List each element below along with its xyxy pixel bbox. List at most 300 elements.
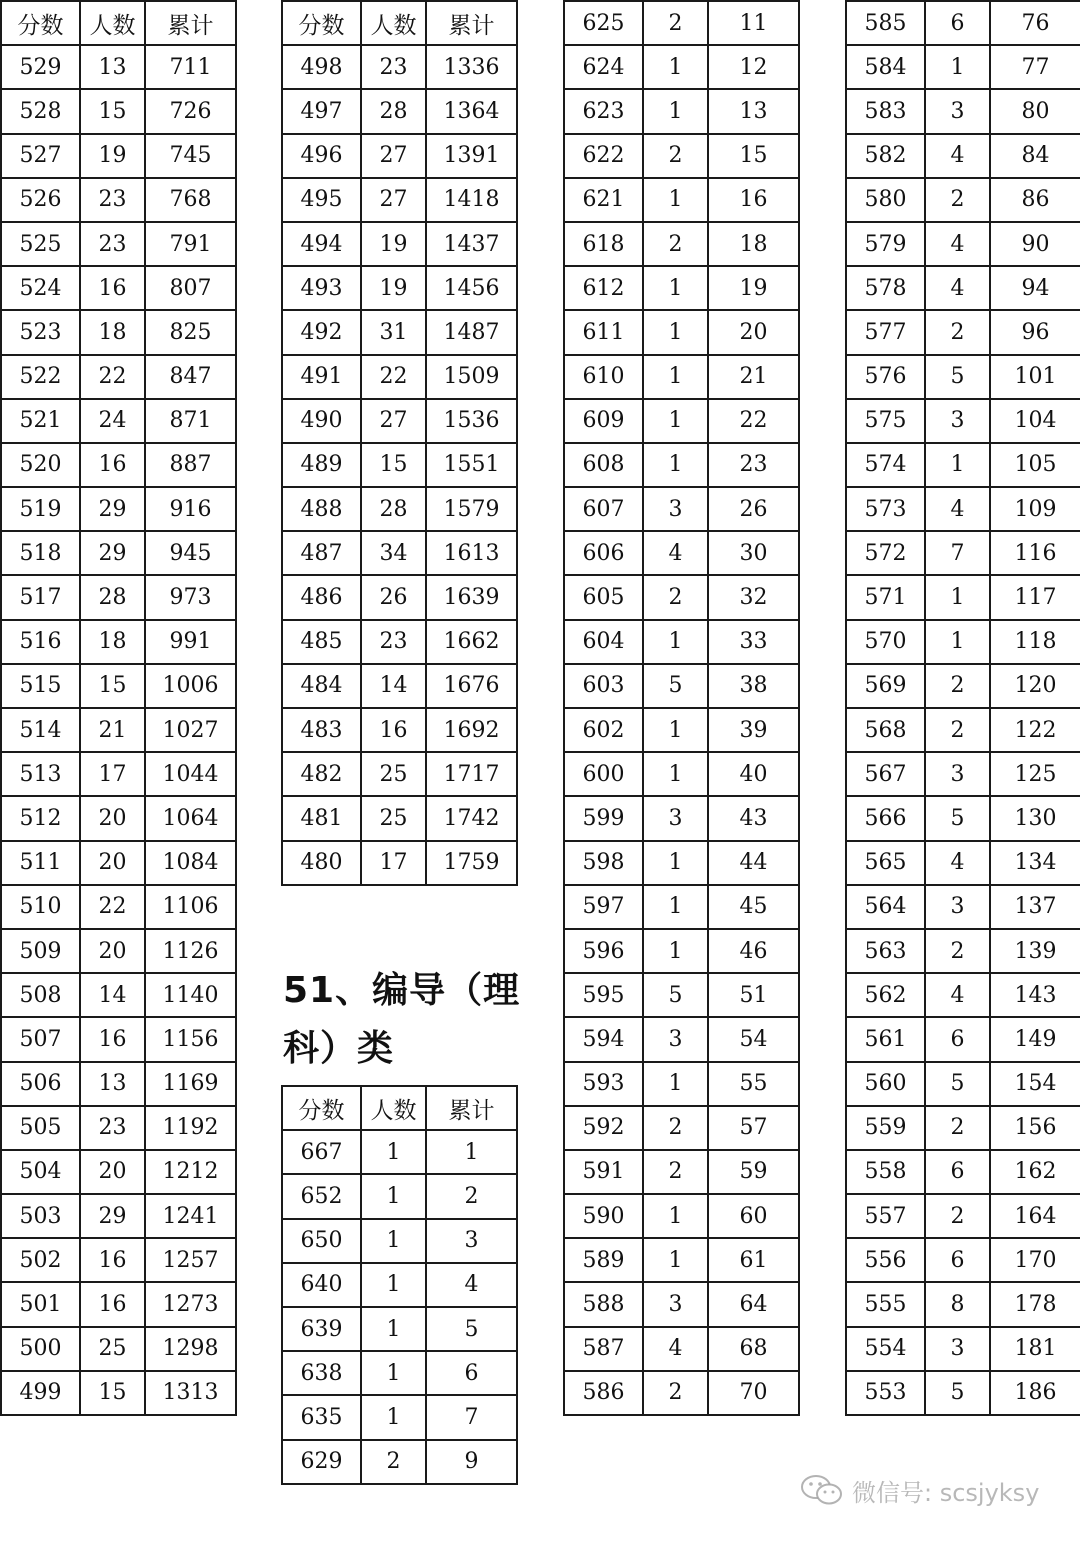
count-cell: 17 — [80, 752, 145, 796]
count-cell: 4 — [925, 973, 990, 1017]
score-cell: 595 — [564, 973, 643, 1017]
table-row — [564, 1371, 799, 1415]
count-cell: 2 — [925, 1194, 990, 1238]
count-cell: 7 — [925, 531, 990, 575]
cumulative-cell: 125 — [990, 752, 1080, 796]
score-cell: 512 — [1, 796, 80, 840]
cumulative-cell: 19 — [708, 266, 799, 310]
cumulative-cell: 916 — [145, 487, 236, 531]
cumulative-cell: 109 — [990, 487, 1080, 531]
column-header: 分数 — [1, 1, 80, 45]
cumulative-cell: 118 — [990, 620, 1080, 664]
count-cell: 17 — [361, 841, 426, 885]
score-cell: 609 — [564, 399, 643, 443]
count-cell: 2 — [361, 1440, 426, 1484]
table-row — [846, 531, 1080, 575]
score-cell: 588 — [564, 1282, 643, 1326]
table-row — [282, 1351, 517, 1395]
score-cell: 516 — [1, 620, 80, 664]
count-cell: 2 — [643, 1371, 708, 1415]
score-cell: 566 — [846, 796, 925, 840]
score-cell: 501 — [1, 1282, 80, 1326]
count-cell: 24 — [80, 399, 145, 443]
cumulative-cell: 96 — [990, 310, 1080, 354]
count-cell: 1 — [643, 355, 708, 399]
count-cell: 18 — [80, 310, 145, 354]
table-row — [564, 1194, 799, 1238]
cumulative-cell: 1579 — [426, 487, 517, 531]
cumulative-cell: 1456 — [426, 266, 517, 310]
score-cell: 583 — [846, 89, 925, 133]
count-cell: 2 — [925, 310, 990, 354]
table-row — [846, 89, 1080, 133]
watermark-text: 微信号: scsjyksy — [852, 1478, 1040, 1507]
table-row — [1, 664, 236, 708]
count-cell: 1 — [361, 1174, 426, 1218]
cumulative-cell: 44 — [708, 841, 799, 885]
score-cell: 515 — [1, 664, 80, 708]
table-row — [564, 355, 799, 399]
table-row — [564, 266, 799, 310]
table-row — [282, 620, 517, 664]
cumulative-cell: 9 — [426, 1440, 517, 1484]
cumulative-cell: 6 — [426, 1351, 517, 1395]
table-row — [564, 1150, 799, 1194]
score-cell: 554 — [846, 1327, 925, 1371]
cumulative-cell: 68 — [708, 1327, 799, 1371]
table-row — [564, 841, 799, 885]
score-cell: 526 — [1, 178, 80, 222]
column-header: 累计 — [145, 1, 236, 45]
cumulative-cell: 40 — [708, 752, 799, 796]
cumulative-cell: 86 — [990, 178, 1080, 222]
count-cell: 2 — [643, 1, 708, 45]
count-cell: 1 — [925, 620, 990, 664]
cumulative-cell: 1044 — [145, 752, 236, 796]
count-cell: 2 — [925, 708, 990, 752]
count-cell: 2 — [925, 664, 990, 708]
table-row — [1, 575, 236, 619]
score-cell: 489 — [282, 443, 361, 487]
score-cell: 555 — [846, 1282, 925, 1326]
count-cell: 1 — [643, 89, 708, 133]
table-row — [564, 1282, 799, 1326]
score-cell: 480 — [282, 841, 361, 885]
score-table-4 — [563, 0, 800, 1416]
table-header-row — [282, 1086, 517, 1130]
cumulative-cell: 51 — [708, 973, 799, 1017]
table-row — [282, 1130, 517, 1174]
count-cell: 5 — [925, 796, 990, 840]
count-cell: 34 — [361, 531, 426, 575]
score-cell: 589 — [564, 1238, 643, 1282]
cumulative-cell: 847 — [145, 355, 236, 399]
table-row — [282, 531, 517, 575]
cumulative-cell: 156 — [990, 1106, 1080, 1150]
cumulative-cell: 12 — [708, 45, 799, 89]
count-cell: 14 — [361, 664, 426, 708]
count-cell: 1 — [925, 443, 990, 487]
table-row — [846, 1, 1080, 45]
score-cell: 505 — [1, 1106, 80, 1150]
count-cell: 19 — [80, 134, 145, 178]
score-cell: 528 — [1, 89, 80, 133]
cumulative-cell: 1027 — [145, 708, 236, 752]
count-cell: 14 — [80, 973, 145, 1017]
score-cell: 486 — [282, 575, 361, 619]
count-cell: 25 — [361, 752, 426, 796]
table-row — [564, 796, 799, 840]
table-row — [282, 355, 517, 399]
cumulative-cell: 1487 — [426, 310, 517, 354]
table-row — [282, 752, 517, 796]
count-cell: 5 — [643, 664, 708, 708]
score-cell: 483 — [282, 708, 361, 752]
cumulative-cell: 76 — [990, 1, 1080, 45]
count-cell: 20 — [80, 1150, 145, 1194]
count-cell: 3 — [925, 89, 990, 133]
table-row — [282, 1263, 517, 1307]
score-cell: 650 — [282, 1219, 361, 1263]
cumulative-cell: 23 — [708, 443, 799, 487]
score-cell: 618 — [564, 222, 643, 266]
cumulative-cell: 1391 — [426, 134, 517, 178]
table-row — [282, 664, 517, 708]
count-cell: 1 — [643, 310, 708, 354]
cumulative-cell: 101 — [990, 355, 1080, 399]
count-cell: 4 — [925, 487, 990, 531]
table-row — [1, 1282, 236, 1326]
cumulative-cell: 1298 — [145, 1327, 236, 1371]
column-header: 分数 — [282, 1, 361, 45]
score-cell: 569 — [846, 664, 925, 708]
table-row — [846, 752, 1080, 796]
score-cell: 553 — [846, 1371, 925, 1415]
count-cell: 2 — [643, 222, 708, 266]
score-cell: 576 — [846, 355, 925, 399]
table-row — [846, 1062, 1080, 1106]
score-cell: 599 — [564, 796, 643, 840]
count-cell: 27 — [361, 399, 426, 443]
cumulative-cell: 181 — [990, 1327, 1080, 1371]
table-row — [564, 487, 799, 531]
score-cell: 492 — [282, 310, 361, 354]
count-cell: 15 — [361, 443, 426, 487]
column-header: 人数 — [80, 1, 145, 45]
count-cell: 5 — [925, 1371, 990, 1415]
count-cell: 29 — [80, 487, 145, 531]
cumulative-cell: 1536 — [426, 399, 517, 443]
score-table-2 — [281, 0, 518, 886]
score-cell: 491 — [282, 355, 361, 399]
cumulative-cell: 1418 — [426, 178, 517, 222]
cumulative-cell: 11 — [708, 1, 799, 45]
count-cell: 28 — [361, 487, 426, 531]
cumulative-cell: 1169 — [145, 1062, 236, 1106]
table-row — [564, 443, 799, 487]
table-row — [846, 973, 1080, 1017]
cumulative-cell: 137 — [990, 885, 1080, 929]
score-cell: 606 — [564, 531, 643, 575]
table-row — [1, 89, 236, 133]
count-cell: 16 — [361, 708, 426, 752]
count-cell: 1 — [643, 885, 708, 929]
score-cell: 582 — [846, 134, 925, 178]
cumulative-cell: 16 — [708, 178, 799, 222]
score-cell: 563 — [846, 929, 925, 973]
cumulative-cell: 1273 — [145, 1282, 236, 1326]
count-cell: 2 — [925, 1106, 990, 1150]
score-cell: 622 — [564, 134, 643, 178]
cumulative-cell: 18 — [708, 222, 799, 266]
table-row — [846, 355, 1080, 399]
score-cell: 519 — [1, 487, 80, 531]
table-row — [564, 708, 799, 752]
count-cell: 5 — [925, 355, 990, 399]
score-cell: 521 — [1, 399, 80, 443]
table-row — [282, 708, 517, 752]
table-row — [1, 752, 236, 796]
cumulative-cell: 1192 — [145, 1106, 236, 1150]
table-header-row — [1, 1, 236, 45]
count-cell: 2 — [643, 575, 708, 619]
count-cell: 1 — [643, 1062, 708, 1106]
count-cell: 3 — [925, 752, 990, 796]
score-cell: 495 — [282, 178, 361, 222]
table-row — [846, 1371, 1080, 1415]
count-cell: 19 — [361, 222, 426, 266]
table-row — [846, 45, 1080, 89]
count-cell: 28 — [361, 89, 426, 133]
score-table-1 — [0, 0, 237, 1416]
cumulative-cell: 77 — [990, 45, 1080, 89]
cumulative-cell: 57 — [708, 1106, 799, 1150]
table-row — [564, 1327, 799, 1371]
cumulative-cell: 1084 — [145, 841, 236, 885]
table-row — [1, 1327, 236, 1371]
cumulative-cell: 1064 — [145, 796, 236, 840]
count-cell: 31 — [361, 310, 426, 354]
cumulative-cell: 20 — [708, 310, 799, 354]
table-row — [564, 399, 799, 443]
cumulative-cell: 7 — [426, 1395, 517, 1439]
cumulative-cell: 1140 — [145, 973, 236, 1017]
score-cell: 623 — [564, 89, 643, 133]
count-cell: 3 — [925, 399, 990, 443]
cumulative-cell: 1551 — [426, 443, 517, 487]
cumulative-cell: 5 — [426, 1307, 517, 1351]
cumulative-cell: 1742 — [426, 796, 517, 840]
score-cell: 509 — [1, 929, 80, 973]
cumulative-cell: 178 — [990, 1282, 1080, 1326]
cumulative-cell: 105 — [990, 443, 1080, 487]
table-row — [846, 222, 1080, 266]
count-cell: 16 — [80, 266, 145, 310]
score-cell: 525 — [1, 222, 80, 266]
watermark — [800, 1470, 1039, 1510]
table-row — [846, 708, 1080, 752]
table-row — [564, 620, 799, 664]
count-cell: 22 — [361, 355, 426, 399]
score-cell: 562 — [846, 973, 925, 1017]
count-cell: 3 — [643, 487, 708, 531]
column-header: 累计 — [426, 1, 517, 45]
score-cell: 579 — [846, 222, 925, 266]
score-cell: 590 — [564, 1194, 643, 1238]
cumulative-cell: 1613 — [426, 531, 517, 575]
cumulative-cell: 22 — [708, 399, 799, 443]
table-row — [846, 620, 1080, 664]
count-cell: 22 — [80, 355, 145, 399]
cumulative-cell: 711 — [145, 45, 236, 89]
count-cell: 16 — [80, 1238, 145, 1282]
score-cell: 593 — [564, 1062, 643, 1106]
table-row — [282, 178, 517, 222]
cumulative-cell: 45 — [708, 885, 799, 929]
count-cell: 3 — [925, 1327, 990, 1371]
table-row — [846, 1282, 1080, 1326]
count-cell: 23 — [80, 222, 145, 266]
score-cell: 568 — [846, 708, 925, 752]
score-cell: 577 — [846, 310, 925, 354]
count-cell: 6 — [925, 1, 990, 45]
table-row — [1, 620, 236, 664]
count-cell: 20 — [80, 929, 145, 973]
table-row — [846, 266, 1080, 310]
column-header: 人数 — [361, 1, 426, 45]
score-cell: 558 — [846, 1150, 925, 1194]
table-row — [282, 266, 517, 310]
cumulative-cell: 60 — [708, 1194, 799, 1238]
table-row — [564, 575, 799, 619]
count-cell: 20 — [80, 796, 145, 840]
count-cell: 2 — [925, 929, 990, 973]
cumulative-cell: 1126 — [145, 929, 236, 973]
score-cell: 502 — [1, 1238, 80, 1282]
score-cell: 518 — [1, 531, 80, 575]
score-cell: 580 — [846, 178, 925, 222]
score-cell: 604 — [564, 620, 643, 664]
table-row — [846, 1194, 1080, 1238]
score-cell: 523 — [1, 310, 80, 354]
table-row — [846, 134, 1080, 178]
count-cell: 1 — [643, 266, 708, 310]
score-cell: 561 — [846, 1017, 925, 1061]
count-cell: 4 — [925, 841, 990, 885]
table-row — [564, 885, 799, 929]
count-cell: 22 — [80, 885, 145, 929]
table-row — [282, 1219, 517, 1263]
score-cell: 560 — [846, 1062, 925, 1106]
cumulative-cell: 43 — [708, 796, 799, 840]
count-cell: 25 — [361, 796, 426, 840]
cumulative-cell: 2 — [426, 1174, 517, 1218]
count-cell: 13 — [80, 1062, 145, 1106]
column-header: 分数 — [282, 1086, 361, 1130]
table-row — [282, 1307, 517, 1351]
table-row — [282, 443, 517, 487]
score-cell: 640 — [282, 1263, 361, 1307]
cumulative-cell: 130 — [990, 796, 1080, 840]
score-cell: 573 — [846, 487, 925, 531]
cumulative-cell: 116 — [990, 531, 1080, 575]
table-row — [282, 399, 517, 443]
cumulative-cell: 90 — [990, 222, 1080, 266]
score-cell: 638 — [282, 1351, 361, 1395]
count-cell: 6 — [925, 1238, 990, 1282]
count-cell: 23 — [361, 45, 426, 89]
count-cell: 29 — [80, 531, 145, 575]
table-row — [564, 973, 799, 1017]
cumulative-cell: 1257 — [145, 1238, 236, 1282]
score-cell: 493 — [282, 266, 361, 310]
score-cell: 639 — [282, 1307, 361, 1351]
count-cell: 1 — [925, 575, 990, 619]
count-cell: 2 — [925, 178, 990, 222]
score-cell: 517 — [1, 575, 80, 619]
cumulative-cell: 745 — [145, 134, 236, 178]
count-cell: 1 — [361, 1130, 426, 1174]
score-cell: 508 — [1, 973, 80, 1017]
count-cell: 1 — [643, 708, 708, 752]
wechat-icon — [800, 1473, 844, 1507]
score-cell: 572 — [846, 531, 925, 575]
table-row — [564, 45, 799, 89]
cumulative-cell: 791 — [145, 222, 236, 266]
score-cell: 559 — [846, 1106, 925, 1150]
table-row — [846, 178, 1080, 222]
table-row — [564, 89, 799, 133]
score-cell: 625 — [564, 1, 643, 45]
cumulative-cell: 1313 — [145, 1371, 236, 1415]
cumulative-cell: 120 — [990, 664, 1080, 708]
cumulative-cell: 54 — [708, 1017, 799, 1061]
cumulative-cell: 1212 — [145, 1150, 236, 1194]
score-cell: 591 — [564, 1150, 643, 1194]
score-cell: 602 — [564, 708, 643, 752]
count-cell: 1 — [361, 1263, 426, 1307]
score-cell: 504 — [1, 1150, 80, 1194]
table-row — [846, 664, 1080, 708]
score-cell: 524 — [1, 266, 80, 310]
cumulative-cell: 4 — [426, 1263, 517, 1307]
score-cell: 511 — [1, 841, 80, 885]
cumulative-cell: 170 — [990, 1238, 1080, 1282]
score-cell: 608 — [564, 443, 643, 487]
score-cell: 586 — [564, 1371, 643, 1415]
score-cell: 629 — [282, 1440, 361, 1484]
cumulative-cell: 871 — [145, 399, 236, 443]
cumulative-cell: 94 — [990, 266, 1080, 310]
table-row — [564, 531, 799, 575]
table-row — [846, 310, 1080, 354]
score-cell: 487 — [282, 531, 361, 575]
score-cell: 497 — [282, 89, 361, 133]
score-cell: 507 — [1, 1017, 80, 1061]
cumulative-cell: 32 — [708, 575, 799, 619]
table-row — [564, 1, 799, 45]
table-row — [282, 1395, 517, 1439]
count-cell: 1 — [361, 1307, 426, 1351]
count-cell: 16 — [80, 443, 145, 487]
score-cell: 496 — [282, 134, 361, 178]
score-cell: 597 — [564, 885, 643, 929]
cumulative-cell: 1364 — [426, 89, 517, 133]
count-cell: 15 — [80, 664, 145, 708]
score-cell: 603 — [564, 664, 643, 708]
score-cell: 557 — [846, 1194, 925, 1238]
table-row — [1, 885, 236, 929]
